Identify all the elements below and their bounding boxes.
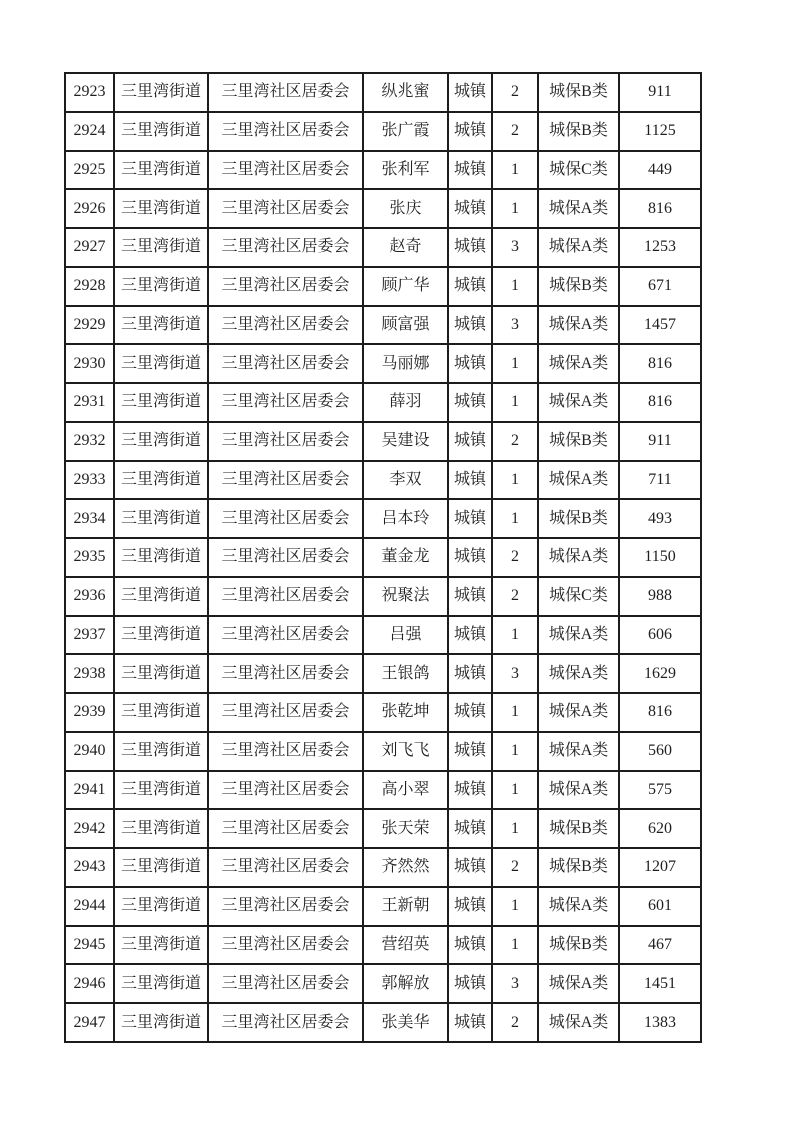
cell-row-number: 2943: [65, 848, 114, 887]
cell-residence-type: 城镇: [448, 1003, 492, 1042]
cell-street: 三里湾街道: [114, 1003, 208, 1042]
table-row: [65, 189, 701, 228]
cell-count: 1: [492, 616, 538, 655]
cell-amount: 816: [619, 344, 701, 383]
cell-row-number: 2938: [65, 654, 114, 693]
cell-street: 三里湾街道: [114, 538, 208, 577]
cell-street: 三里湾街道: [114, 383, 208, 422]
cell-street: 三里湾街道: [114, 654, 208, 693]
cell-count: 1: [492, 189, 538, 228]
cell-committee: 三里湾社区居委会: [208, 616, 363, 655]
cell-person-name: 张庆: [363, 189, 448, 228]
cell-residence-type: 城镇: [448, 693, 492, 732]
cell-row-number: 2942: [65, 809, 114, 848]
cell-row-number: 2933: [65, 461, 114, 500]
table-row: [65, 964, 701, 1003]
cell-street: 三里湾街道: [114, 189, 208, 228]
cell-count: 3: [492, 964, 538, 1003]
table-body: [65, 73, 701, 1042]
cell-count: 3: [492, 654, 538, 693]
cell-person-name: 张天荣: [363, 809, 448, 848]
cell-street: 三里湾街道: [114, 964, 208, 1003]
cell-insurance-category: 城保A类: [538, 616, 619, 655]
cell-person-name: 薛羽: [363, 383, 448, 422]
cell-street: 三里湾街道: [114, 732, 208, 771]
cell-residence-type: 城镇: [448, 964, 492, 1003]
table-row: [65, 422, 701, 461]
cell-person-name: 李双: [363, 461, 448, 500]
cell-street: 三里湾街道: [114, 267, 208, 306]
cell-street: 三里湾街道: [114, 422, 208, 461]
cell-amount: 620: [619, 809, 701, 848]
table-row: [65, 577, 701, 616]
cell-insurance-category: 城保A类: [538, 383, 619, 422]
cell-street: 三里湾街道: [114, 306, 208, 345]
cell-amount: 711: [619, 461, 701, 500]
cell-amount: 606: [619, 616, 701, 655]
cell-insurance-category: 城保A类: [538, 964, 619, 1003]
cell-row-number: 2944: [65, 887, 114, 926]
cell-row-number: 2935: [65, 538, 114, 577]
table-row: [65, 809, 701, 848]
cell-row-number: 2934: [65, 499, 114, 538]
cell-insurance-category: 城保B类: [538, 267, 619, 306]
cell-row-number: 2937: [65, 616, 114, 655]
cell-insurance-category: 城保C类: [538, 151, 619, 190]
cell-residence-type: 城镇: [448, 151, 492, 190]
cell-residence-type: 城镇: [448, 73, 492, 112]
cell-street: 三里湾街道: [114, 112, 208, 151]
cell-street: 三里湾街道: [114, 771, 208, 810]
cell-person-name: 营绍英: [363, 926, 448, 965]
cell-person-name: 赵奇: [363, 228, 448, 267]
cell-insurance-category: 城保A类: [538, 189, 619, 228]
cell-row-number: 2925: [65, 151, 114, 190]
table-row: [65, 771, 701, 810]
cell-count: 2: [492, 848, 538, 887]
cell-count: 2: [492, 73, 538, 112]
cell-residence-type: 城镇: [448, 538, 492, 577]
cell-count: 1: [492, 926, 538, 965]
cell-amount: 671: [619, 267, 701, 306]
cell-amount: 1125: [619, 112, 701, 151]
cell-count: 2: [492, 1003, 538, 1042]
cell-person-name: 顾广华: [363, 267, 448, 306]
cell-street: 三里湾街道: [114, 461, 208, 500]
cell-residence-type: 城镇: [448, 112, 492, 151]
cell-row-number: 2930: [65, 344, 114, 383]
table-row: [65, 926, 701, 965]
table-row: [65, 654, 701, 693]
cell-person-name: 高小翠: [363, 771, 448, 810]
cell-person-name: 王银鸽: [363, 654, 448, 693]
cell-amount: 1457: [619, 306, 701, 345]
table-row: [65, 616, 701, 655]
cell-residence-type: 城镇: [448, 732, 492, 771]
cell-insurance-category: 城保A类: [538, 344, 619, 383]
cell-residence-type: 城镇: [448, 344, 492, 383]
cell-insurance-category: 城保B类: [538, 499, 619, 538]
cell-amount: 816: [619, 693, 701, 732]
cell-residence-type: 城镇: [448, 499, 492, 538]
cell-row-number: 2939: [65, 693, 114, 732]
cell-count: 1: [492, 344, 538, 383]
cell-committee: 三里湾社区居委会: [208, 926, 363, 965]
cell-insurance-category: 城保B类: [538, 73, 619, 112]
cell-committee: 三里湾社区居委会: [208, 306, 363, 345]
cell-insurance-category: 城保A类: [538, 538, 619, 577]
cell-count: 2: [492, 112, 538, 151]
cell-amount: 911: [619, 73, 701, 112]
table-row: [65, 112, 701, 151]
cell-row-number: 2931: [65, 383, 114, 422]
cell-insurance-category: 城保A类: [538, 693, 619, 732]
table-row: [65, 461, 701, 500]
cell-row-number: 2928: [65, 267, 114, 306]
cell-person-name: 顾富强: [363, 306, 448, 345]
cell-residence-type: 城镇: [448, 267, 492, 306]
table-row: [65, 228, 701, 267]
cell-committee: 三里湾社区居委会: [208, 1003, 363, 1042]
cell-count: 3: [492, 228, 538, 267]
table-row: [65, 344, 701, 383]
cell-street: 三里湾街道: [114, 926, 208, 965]
cell-count: 1: [492, 461, 538, 500]
cell-person-name: 王新朝: [363, 887, 448, 926]
cell-count: 1: [492, 151, 538, 190]
cell-amount: 988: [619, 577, 701, 616]
cell-insurance-category: 城保A类: [538, 654, 619, 693]
cell-residence-type: 城镇: [448, 654, 492, 693]
cell-committee: 三里湾社区居委会: [208, 461, 363, 500]
table-row: [65, 383, 701, 422]
cell-committee: 三里湾社区居委会: [208, 809, 363, 848]
cell-amount: 601: [619, 887, 701, 926]
cell-residence-type: 城镇: [448, 887, 492, 926]
cell-amount: 1253: [619, 228, 701, 267]
cell-person-name: 齐然然: [363, 848, 448, 887]
cell-insurance-category: 城保B类: [538, 809, 619, 848]
cell-row-number: 2929: [65, 306, 114, 345]
cell-committee: 三里湾社区居委会: [208, 228, 363, 267]
cell-residence-type: 城镇: [448, 383, 492, 422]
cell-committee: 三里湾社区居委会: [208, 189, 363, 228]
cell-amount: 560: [619, 732, 701, 771]
cell-count: 1: [492, 809, 538, 848]
cell-committee: 三里湾社区居委会: [208, 887, 363, 926]
cell-insurance-category: 城保A类: [538, 1003, 619, 1042]
cell-committee: 三里湾社区居委会: [208, 848, 363, 887]
cell-amount: 1207: [619, 848, 701, 887]
cell-count: 1: [492, 383, 538, 422]
cell-person-name: 张美华: [363, 1003, 448, 1042]
cell-count: 2: [492, 538, 538, 577]
cell-amount: 575: [619, 771, 701, 810]
cell-amount: 467: [619, 926, 701, 965]
cell-person-name: 吕强: [363, 616, 448, 655]
cell-residence-type: 城镇: [448, 422, 492, 461]
cell-committee: 三里湾社区居委会: [208, 577, 363, 616]
cell-insurance-category: 城保B类: [538, 926, 619, 965]
cell-street: 三里湾街道: [114, 887, 208, 926]
cell-insurance-category: 城保B类: [538, 848, 619, 887]
cell-insurance-category: 城保A类: [538, 732, 619, 771]
cell-count: 3: [492, 306, 538, 345]
cell-amount: 816: [619, 383, 701, 422]
cell-row-number: 2926: [65, 189, 114, 228]
cell-insurance-category: 城保C类: [538, 577, 619, 616]
cell-insurance-category: 城保A类: [538, 461, 619, 500]
cell-person-name: 张乾坤: [363, 693, 448, 732]
cell-count: 2: [492, 577, 538, 616]
cell-person-name: 吴建设: [363, 422, 448, 461]
cell-count: 1: [492, 771, 538, 810]
cell-person-name: 郭解放: [363, 964, 448, 1003]
cell-residence-type: 城镇: [448, 461, 492, 500]
cell-person-name: 张广霞: [363, 112, 448, 151]
cell-row-number: 2932: [65, 422, 114, 461]
cell-committee: 三里湾社区居委会: [208, 344, 363, 383]
cell-row-number: 2927: [65, 228, 114, 267]
cell-committee: 三里湾社区居委会: [208, 732, 363, 771]
table-row: [65, 267, 701, 306]
table-row: [65, 306, 701, 345]
cell-person-name: 祝聚法: [363, 577, 448, 616]
cell-amount: 1451: [619, 964, 701, 1003]
table-row: [65, 151, 701, 190]
cell-street: 三里湾街道: [114, 616, 208, 655]
table-row: [65, 887, 701, 926]
cell-row-number: 2945: [65, 926, 114, 965]
cell-amount: 1629: [619, 654, 701, 693]
table-row: [65, 538, 701, 577]
cell-insurance-category: 城保A类: [538, 228, 619, 267]
cell-street: 三里湾街道: [114, 151, 208, 190]
cell-count: 2: [492, 422, 538, 461]
table-row: [65, 73, 701, 112]
table-row: [65, 1003, 701, 1042]
cell-residence-type: 城镇: [448, 228, 492, 267]
cell-person-name: 马丽娜: [363, 344, 448, 383]
cell-residence-type: 城镇: [448, 926, 492, 965]
cell-committee: 三里湾社区居委会: [208, 383, 363, 422]
cell-amount: 911: [619, 422, 701, 461]
cell-insurance-category: 城保A类: [538, 771, 619, 810]
cell-committee: 三里湾社区居委会: [208, 151, 363, 190]
cell-committee: 三里湾社区居委会: [208, 964, 363, 1003]
cell-count: 1: [492, 693, 538, 732]
cell-insurance-category: 城保B类: [538, 112, 619, 151]
cell-residence-type: 城镇: [448, 809, 492, 848]
cell-amount: 1383: [619, 1003, 701, 1042]
cell-row-number: 2941: [65, 771, 114, 810]
cell-count: 1: [492, 887, 538, 926]
cell-street: 三里湾街道: [114, 344, 208, 383]
cell-row-number: 2936: [65, 577, 114, 616]
cell-amount: 449: [619, 151, 701, 190]
cell-person-name: 董金龙: [363, 538, 448, 577]
table-row: [65, 499, 701, 538]
cell-residence-type: 城镇: [448, 616, 492, 655]
cell-amount: 493: [619, 499, 701, 538]
cell-street: 三里湾街道: [114, 809, 208, 848]
cell-committee: 三里湾社区居委会: [208, 112, 363, 151]
cell-committee: 三里湾社区居委会: [208, 267, 363, 306]
cell-row-number: 2946: [65, 964, 114, 1003]
cell-row-number: 2940: [65, 732, 114, 771]
cell-residence-type: 城镇: [448, 189, 492, 228]
cell-committee: 三里湾社区居委会: [208, 499, 363, 538]
cell-count: 1: [492, 499, 538, 538]
cell-residence-type: 城镇: [448, 771, 492, 810]
residents-benefit-table: [64, 72, 702, 1043]
cell-committee: 三里湾社区居委会: [208, 693, 363, 732]
cell-street: 三里湾街道: [114, 848, 208, 887]
cell-count: 1: [492, 267, 538, 306]
table-row: [65, 732, 701, 771]
cell-committee: 三里湾社区居委会: [208, 654, 363, 693]
cell-person-name: 纵兆蜜: [363, 73, 448, 112]
cell-street: 三里湾街道: [114, 73, 208, 112]
cell-committee: 三里湾社区居委会: [208, 73, 363, 112]
cell-committee: 三里湾社区居委会: [208, 771, 363, 810]
cell-street: 三里湾街道: [114, 693, 208, 732]
cell-row-number: 2924: [65, 112, 114, 151]
cell-street: 三里湾街道: [114, 499, 208, 538]
table-row: [65, 693, 701, 732]
cell-amount: 816: [619, 189, 701, 228]
cell-committee: 三里湾社区居委会: [208, 422, 363, 461]
cell-row-number: 2923: [65, 73, 114, 112]
cell-street: 三里湾街道: [114, 228, 208, 267]
cell-insurance-category: 城保B类: [538, 422, 619, 461]
cell-residence-type: 城镇: [448, 848, 492, 887]
cell-count: 1: [492, 732, 538, 771]
cell-insurance-category: 城保A类: [538, 887, 619, 926]
cell-person-name: 刘飞飞: [363, 732, 448, 771]
table-row: [65, 848, 701, 887]
cell-amount: 1150: [619, 538, 701, 577]
cell-residence-type: 城镇: [448, 306, 492, 345]
cell-person-name: 张利军: [363, 151, 448, 190]
cell-row-number: 2947: [65, 1003, 114, 1042]
cell-insurance-category: 城保A类: [538, 306, 619, 345]
cell-residence-type: 城镇: [448, 577, 492, 616]
cell-committee: 三里湾社区居委会: [208, 538, 363, 577]
cell-street: 三里湾街道: [114, 577, 208, 616]
cell-person-name: 吕本玲: [363, 499, 448, 538]
